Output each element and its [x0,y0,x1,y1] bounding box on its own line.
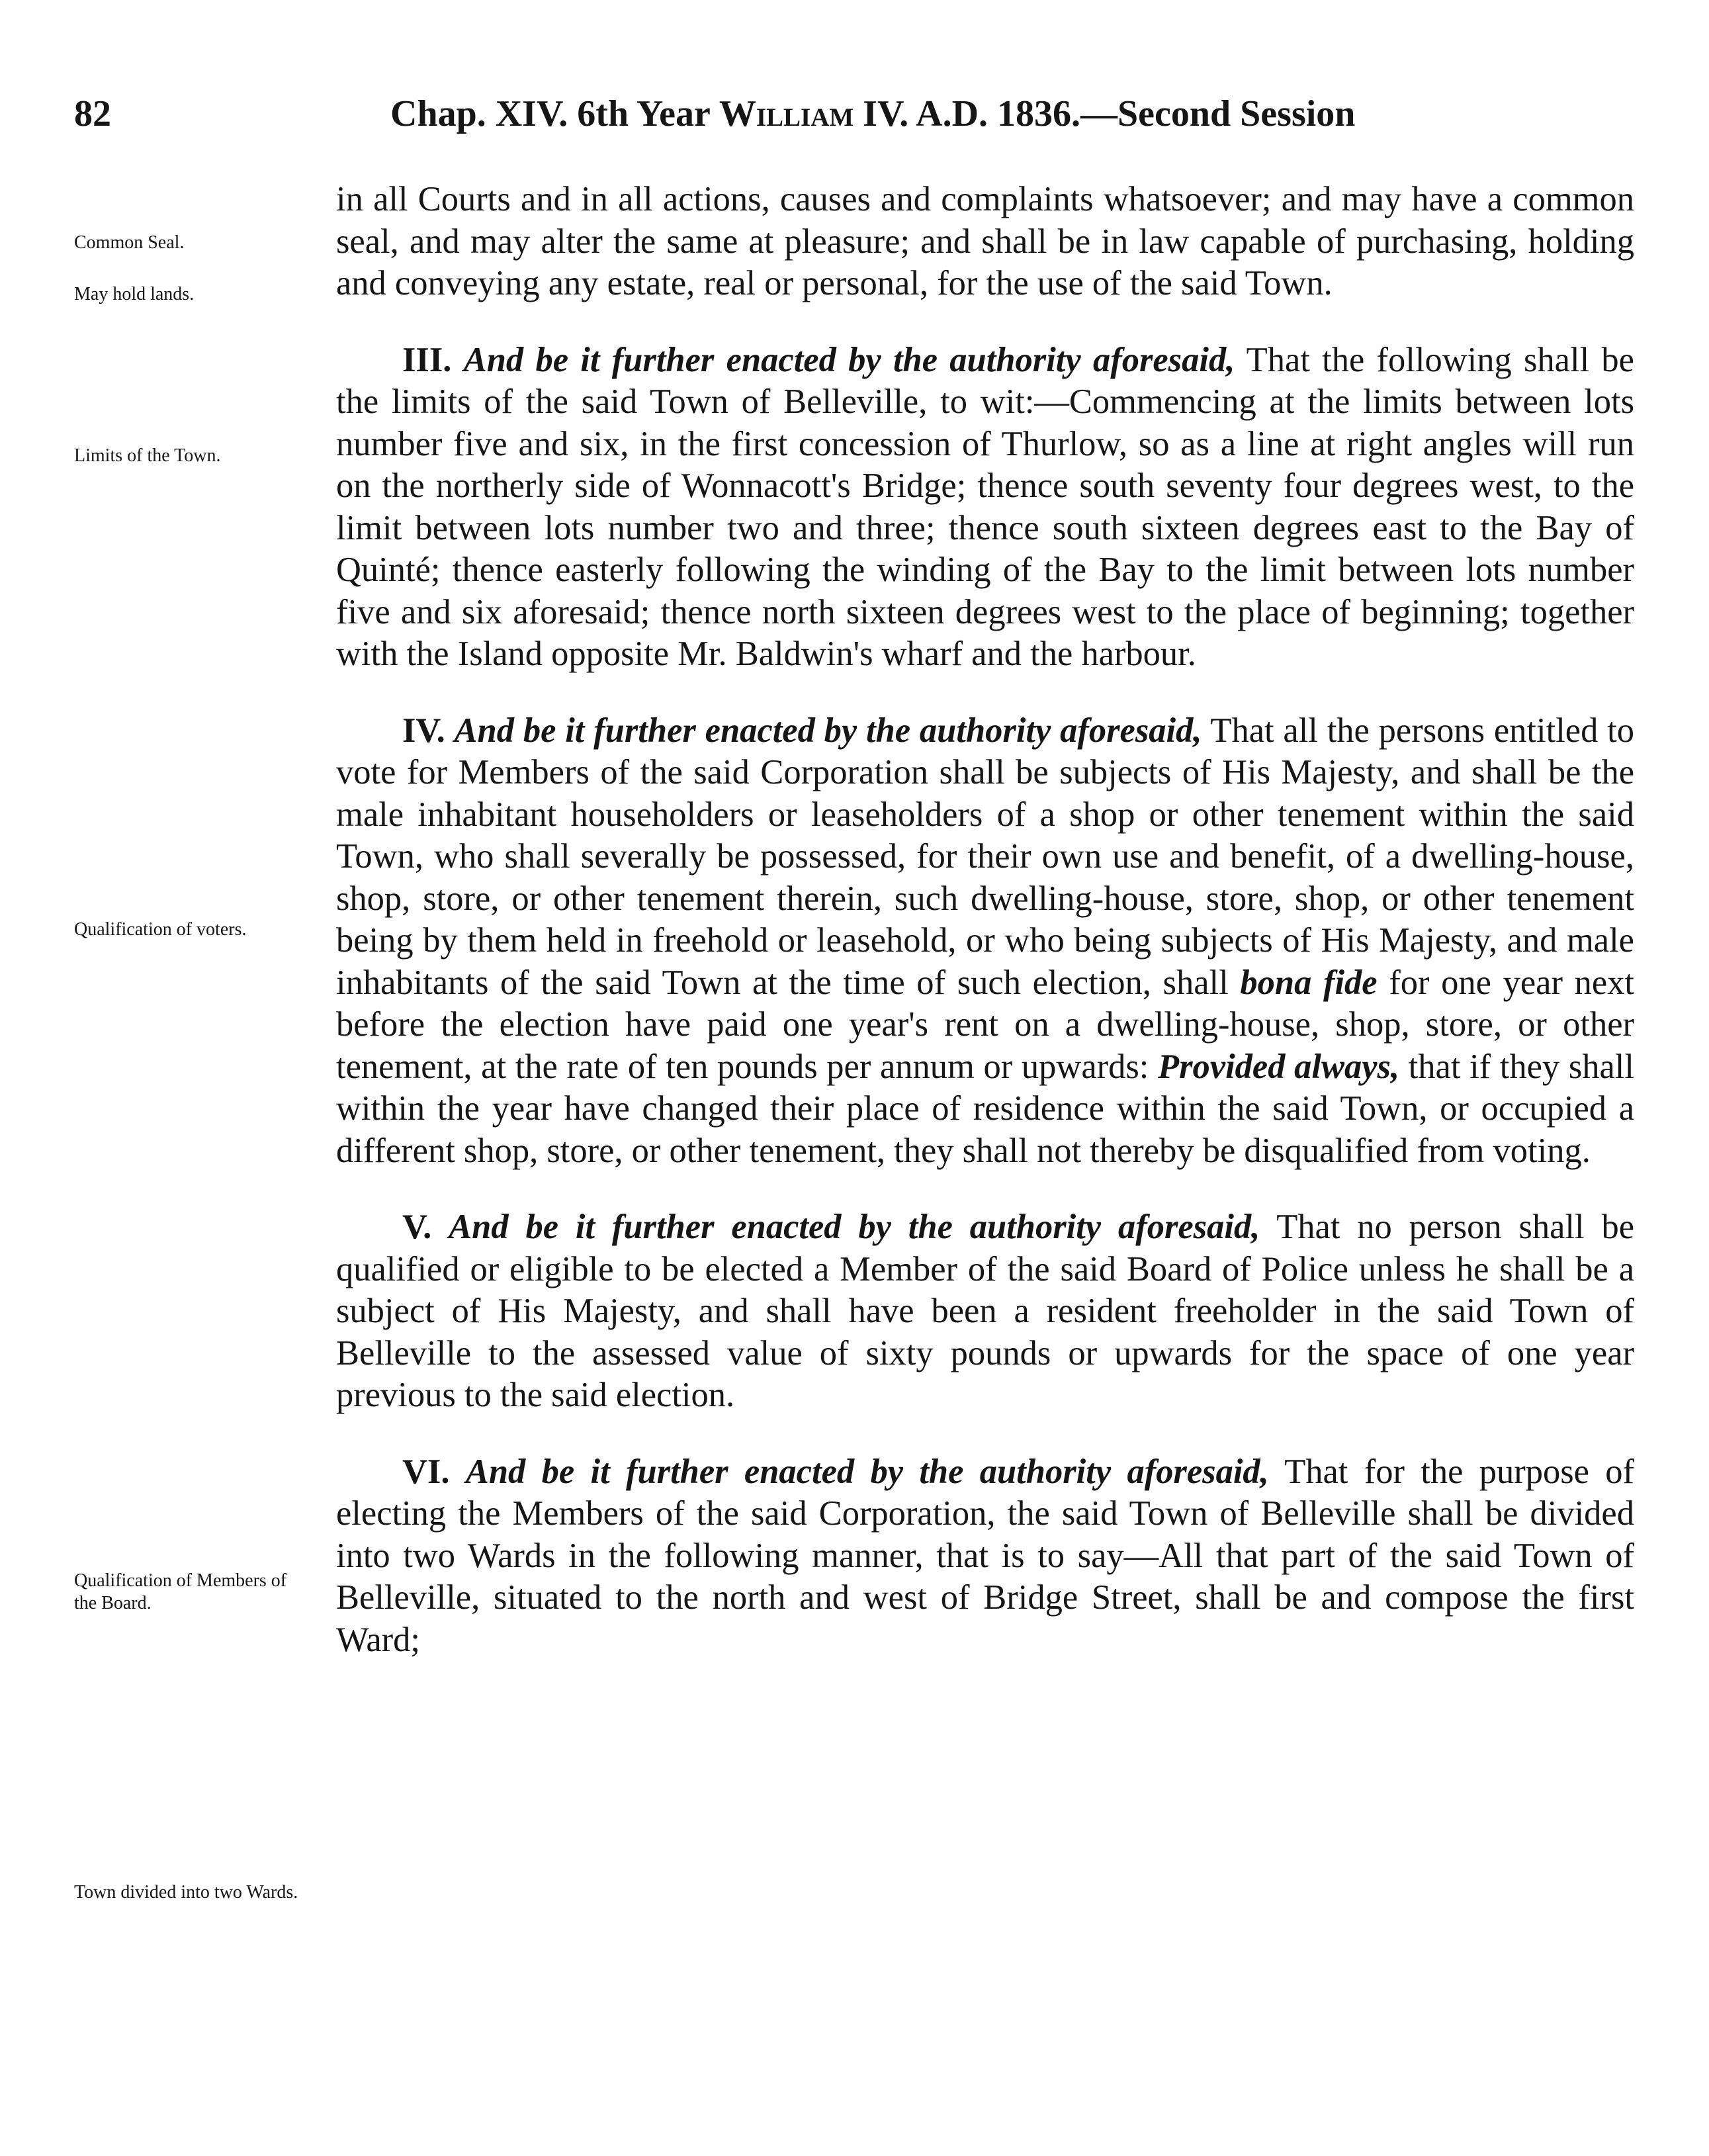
section-numeral: III. [402,340,452,379]
enacting-clause: And be it further enacted by the authority aforesaid, [465,1452,1269,1491]
section-numeral: V. [402,1208,432,1246]
enacting-clause: And be it further enacted by the authority aforesaid, [454,711,1202,750]
section-text: That for the purpose of electing the Members of the said Corporation, the said Town of Belleville shall be divided into two Wards in the following manner, that is to say—All that part of the said Town of Belleville, situated to the north and west of Bridge Street, shall be and compose the first Ward; [336,1452,1634,1659]
bona-fide-term: bona fide [1240,963,1378,1002]
proviso-clause: Provided always, [1158,1047,1400,1086]
section-iv [336,710,1634,1173]
section-text: that if they shall within the year have changed their place of residence within the said Town, or occupied a different shop, store, or other tenement, they shall not thereby be disqualified from voting. [336,1047,1634,1170]
running-head-king: William [719,93,854,134]
page-number: 82 [74,93,111,134]
section-numeral: IV. [402,711,445,750]
margin-note-qualification-voters: Qualification of voters. [74,919,247,940]
section-text: That no person shall be qualified or eligible to be elected a Member of the said Board of Police unless he shall be a subject of His Majesty, and shall have been a resident freeholder in the said Town of Belleville to the assessed value of sixty pounds or upwards for the space of one year previous to the said election. [336,1208,1635,1414]
section-vi [336,1451,1634,1662]
section-v [336,1206,1634,1417]
paragraph-continuation: in all Courts and in all actions, causes and complaints whatsoever; and may have a common seal, and may alter the same at pleasure; and shall be in law capable of purchasing, holding and conveying any estate, real or personal, for the use of the said Town. [336,180,1634,302]
enacting-clause: And be it further enacted by the authority aforesaid, [463,340,1235,379]
running-head-chapter: Chap. XIV. 6th Year [390,93,719,134]
running-head-session: IV. A.D. 1836.—Second Session [854,93,1356,134]
section-text: That the following shall be the limits of the said Town of Belleville, to wit:—Commencing at the limits between lots number five and six, in the first concession of Thurlow, so as a line at right angles will run on the northerly side of Wonnacott's Bridge; thence south seventy four degrees west, to the limit between lots number two and three; thence south sixteen degrees east to the Bay of Quinté; thence easterly following the winding of the Bay to the limit between lots number five and six aforesaid; thence north sixteen degrees west to the place of beginning; together with the Island opposite Mr. Baldwin's wharf and the harbour. [336,340,1634,673]
enacting-clause: And be it further enacted by the authority aforesaid, [449,1208,1260,1246]
margin-note-wards: Town divided into two Wards. [74,1882,298,1903]
margin-note-common-seal: Common Seal. [74,232,185,253]
section-iii [336,339,1634,676]
section-numeral: VI. [402,1452,450,1491]
margin-note-qualification-members: Qualification of Members of the Board. [74,1570,287,1613]
running-head [390,93,1628,135]
body-text [336,179,1634,1661]
section-text: That all the persons entitled to vote for Members of the said Corporation shall be subjects of His Majesty, and shall be the male inhabitant householders or leaseholders of a shop or other tenement within the said Town, who shall severally be possessed, for their own use and benefit, of a dwelling-house, shop, store, or other tenement therein, such dwelling-house, store, shop, or other tenement being by them held in freehold or leasehold, or who being subjects of His Majesty, and male inhabitants of the said Town at the time of such election, shall [336,711,1634,1002]
margin-note-hold-lands: May hold lands. [74,284,195,304]
margin-note-limits: Limits of the Town. [74,445,221,466]
section-text: for one year next before the election have paid one year's rent on a dwelling-house, shop, store, or other tenement, at the rate of ten pounds per annum or upwards: [336,963,1634,1086]
